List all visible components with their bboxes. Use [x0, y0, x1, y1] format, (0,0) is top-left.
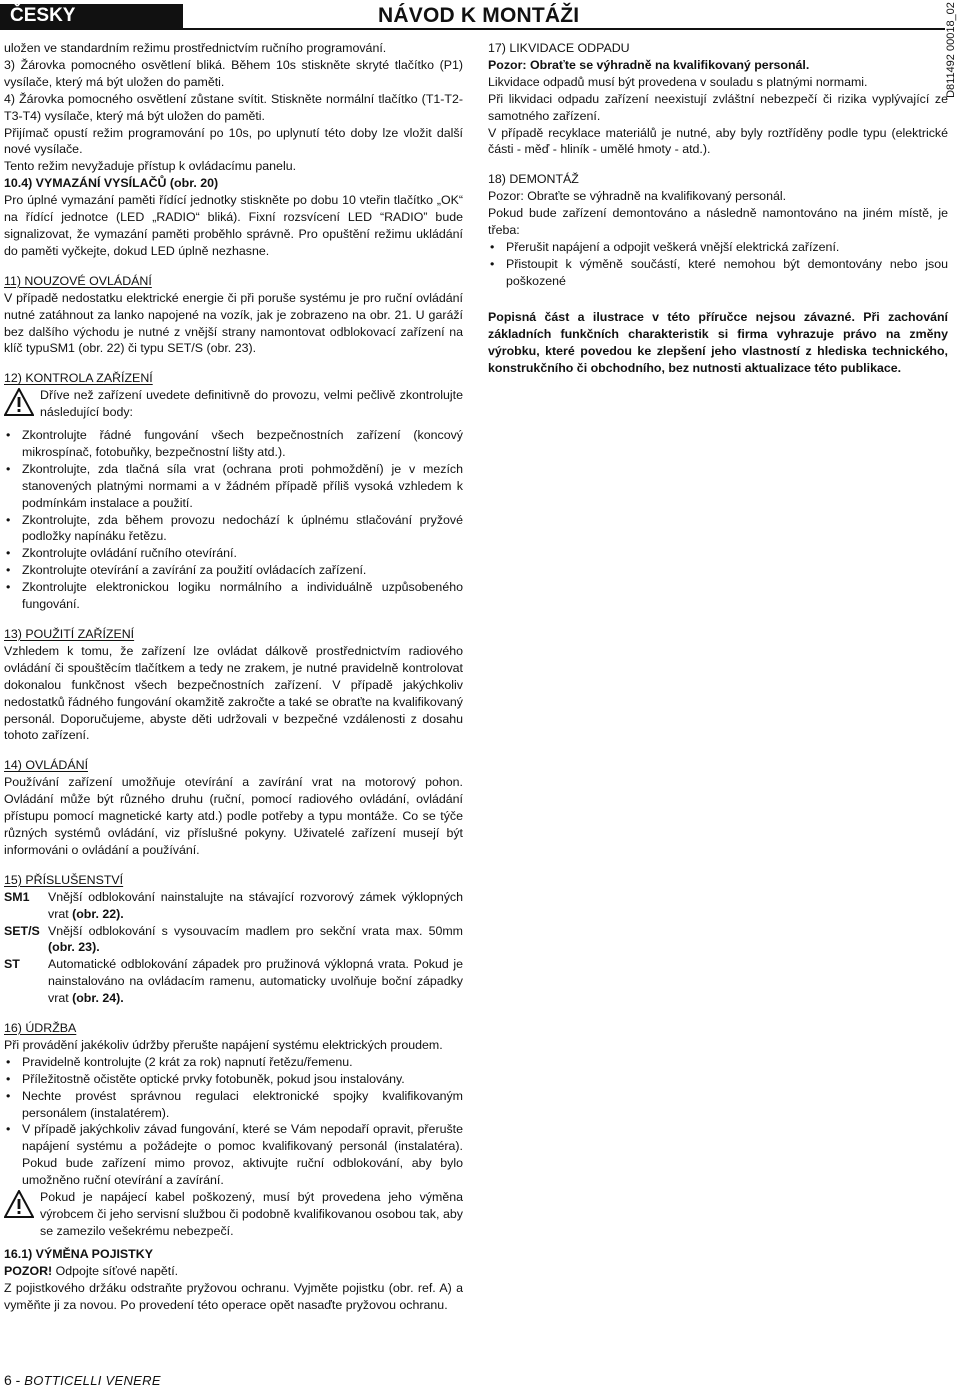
list-item: • Zkontrolujte otevírání a zavírání za použití ovládacích zařízení.: [4, 562, 463, 579]
section-heading: 12) KONTROLA ZAŘÍZENÍ: [4, 371, 153, 386]
page-footer: [4, 1372, 161, 1388]
right-column: [488, 40, 948, 377]
paragraph: Používání zařízení umožňuje otevírání a zavírání vrat na motorový pohon. Ovládání může být různého druhu (ruční, pomocí radiového ovládání, ovládání přístupu pomocí magnetické karty atd.) podle potřeby a typu montáže. Co se týče různých systémů ovládání, viz příslušné pokyny. Uživatelé zařízení musejí být informováni o ovládání a používání.: [4, 775, 463, 857]
document-code: D811492 00018_02: [945, 2, 957, 98]
section-heading: 11) NOUZOVÉ OVLÁDÁNÍ: [4, 273, 152, 288]
list-item: • Zkontrolujte ovládání ručního otevírání.: [4, 545, 463, 562]
dismantling-list: [488, 239, 948, 290]
product-name: BOTTICELLI VENERE: [24, 1373, 161, 1388]
paragraph: Pozor: Obraťte se výhradně na kvalifikovaný personál.: [488, 57, 810, 72]
section-heading: 10.4) VYMAZÁNÍ VYSÍLAČŮ (obr. 20): [4, 176, 219, 191]
section-heading: 14) OVLÁDÁNÍ: [4, 758, 89, 773]
paragraph: Tento režim nevyžaduje přístup k ovládacímu panelu.: [4, 159, 297, 174]
section-heading: 16) ÚDRŽBA: [4, 1021, 77, 1036]
list-item: • V případě jakýchkoliv závad fungování, které se Vám nepodaří opravit, přerušte napájení systému a požádejte o pomoc kvalifikovaný personál (instalatéra). Pokud bude zařízení mimo provoz, aktivujte ruční odblokování, aby bylo umožněno ruční otevírání a zavírání.: [4, 1121, 463, 1189]
list-item: • Nechte provést správnou regulaci elektronické spojky kvalifikovaným personálem (instalatérem).: [4, 1088, 463, 1122]
warning-text: Pokud je napájecí kabel poškozený, musí být provedena jeho výměna výrobcem či jeho servisní službou či podobně kvalifikovanou osobou tak, aby se zamezilo vešekrému nebezpečí.: [40, 1190, 463, 1238]
section-heading: 17) LIKVIDACE ODPADU: [488, 41, 630, 55]
list-item: • Zkontrolujte řádné fungování všech bezpečnostních zařízení (koncový mikrospínač, fotobuňky, bezpečnostní lišty atd.).: [4, 427, 463, 461]
paragraph: Pokud bude zařízení demontováno a následně namontováno na jiném místě, je třeba:: [488, 206, 948, 238]
check-list: [4, 427, 463, 613]
maintenance-list: [4, 1054, 463, 1189]
paragraph: Likvidace odpadů musí být provedena v souladu s platnými normami.: [488, 74, 868, 89]
left-column: [4, 40, 463, 1313]
accessory-row: SM1 Vnější odblokování nainstalujte na stávající rozvorový zámek výklopných vrat (obr. 22).: [4, 889, 463, 921]
paragraph: 3) Žárovka pomocného osvětlení bliká. Během 10s stiskněte skryté tlačítko (P1) vysílače, který má být uložen do paměti.: [4, 57, 463, 89]
warning-icon: [4, 388, 34, 416]
list-item: • Zkontrolujte, zda během provozu nedochází k úplnému stlačování pryžové podložky napínáku řetězu.: [4, 512, 463, 546]
paragraph: POZOR! Odpojte síťové napětí.: [4, 1263, 179, 1278]
list-item: • Příležitostně očistěte optické prvky fotobuněk, pokud jsou instalovány.: [4, 1071, 463, 1088]
warning-note: [4, 387, 463, 421]
list-item: • Zkontrolujte elektronickou logiku normálního a individuálně uzpůsobeného fungování.: [4, 579, 463, 613]
paragraph: Přijímač opustí režim programování po 10s, po uplynutí této doby lze vložit další nové vysílače.: [4, 125, 463, 157]
accessory-code: SET/S: [4, 923, 40, 938]
warning-note: [4, 1189, 463, 1240]
warning-icon: [4, 1190, 34, 1218]
paragraph: uložen ve standardním režimu prostřednictvím ručního programování.: [4, 41, 387, 55]
disclaimer: Popisná část a ilustrace v této příručce nejsou závazné. Při zachování základních funkčních charakteristik si firma vyhrazuje právo na změny výrobku, které povedou ke zlepšení jeho vlastností z hlediska technického, konstrukčního či obchodního, bez nutnosti aktualizace této publikace.: [488, 309, 948, 375]
paragraph: Při provádění jakékoliv údržby přerušte napájení systému elektrických proudem.: [4, 1037, 443, 1052]
paragraph: Z pojistkového držáku odstraňte pryžovou ochranu. Vyjměte pojistku (obr. ref. A) a vyměňte ji za novou. Po provedení této operace opět nasaďte pryžovou ochranu.: [4, 1280, 463, 1312]
paragraph: Při likvidaci odpadu zařízení neexistují zvláštní nebezpečí či rizika vyplývající ze samotného zařízení.: [488, 91, 948, 123]
list-item: • Přerušit napájení a odpojit veškerá vnější elektrická zařízení.: [488, 239, 948, 256]
section-heading: 18) DEMONTÁŽ: [488, 172, 579, 187]
list-item: • Pravidelně kontrolujte (2 krát za rok) napnutí řetězu/řemenu.: [4, 1054, 463, 1071]
accessory-row: SET/S Vnější odblokování s vysouvacím madlem pro sekční vrata max. 50mm (obr. 23).: [4, 923, 463, 955]
accessory-row: ST Automatické odblokování západek pro pružinová výklopná vrata. Pokud je nainstalováno na ovládacím ramenu, automaticky uvolňuje boční západky vrat (obr. 24).: [4, 957, 463, 1006]
paragraph: Pozor: Obraťte se výhradně na kvalifikovaný personál.: [488, 189, 787, 204]
list-item: • Zkontrolujte, zda tlačná síla vrat (ochrana proti pohmoždění) je v mezích stanovených platnými normami a v žádném případě příliš vysoká vzhledem k podmínkám instalace a použití.: [4, 461, 463, 512]
language-label: ČESKY: [0, 4, 183, 28]
accessory-code: SM1: [4, 889, 30, 904]
warning-text: Dříve než zařízení uvedete definitivně do provozu, velmi pečlivě zkontrolujte následující body:: [40, 388, 463, 420]
section-heading: 16.1) VÝMĚNA POJISTKY: [4, 1246, 153, 1261]
accessory-code: ST: [4, 957, 20, 972]
paragraph: 4) Žárovka pomocného osvětlení zůstane svítit. Stiskněte normální tlačítko (T1-T2-T3-T4) vysílače, který má být uložen do paměti.: [4, 91, 463, 123]
document-title: NÁVOD K MONTÁŽI: [378, 4, 580, 27]
list-item: • Přistoupit k výměně součástí, které nemohou být demontovány nebo jsou poškozené: [488, 256, 948, 290]
paragraph: Pro úplné vymazání paměti řídící jednotky stiskněte po dobu 10 vteřin tlačítko „OK“ na řídící jednotce (LED „RADIO“ bliká). Fixní rozsvícení LED “RADIO” bude signalizovat, že vymazání paměti proběhlo správně. Pro opuštění režimu ukládání do paměti vyčkejte, dokud LED úplně nezhasne.: [4, 193, 463, 258]
paragraph: V případě nedostatku elektrické energie či při poruše systému je pro ruční ovládání nutné zatáhnout za lanko napojené na vozík, jak je zobrazeno na obr. 21. U garáží bez dalšího východu je nutné z vnější strany namontovat odblokovací zařízení na klíč typuSM1 (obr. 22) či typu SET/S (obr. 23).: [4, 290, 463, 356]
page-number: 6 -: [4, 1372, 21, 1388]
section-heading: 15) PŘÍSLUŠENSTVÍ: [4, 872, 124, 887]
paragraph: V případě recyklace materiálů je nutné, aby byly roztříděny podle typu (elektrické části - měď - hliník - umělé hmoty - atd.).: [488, 125, 948, 157]
section-heading: 13) POUŽITÍ ZAŘÍZENÍ: [4, 627, 135, 641]
paragraph: Vzhledem k tomu, že zařízení lze ovládat dálkově prostřednictvím radiového ovládání či spouštěcím tlačítkem a tedy ne zrakem, je nutné pravidelně kontrolovat dokonalou funkčnost všech bezpečnostních zařízení. V případě jakýchkoliv nedostatků řádného fungování okamžitě zakročte a také se obraťte na kvalifikovaný personál. Doporučujeme, abyste děti udržovali v bezpečné vzdálenosti z dosahu tohoto zařízení.: [4, 643, 463, 743]
